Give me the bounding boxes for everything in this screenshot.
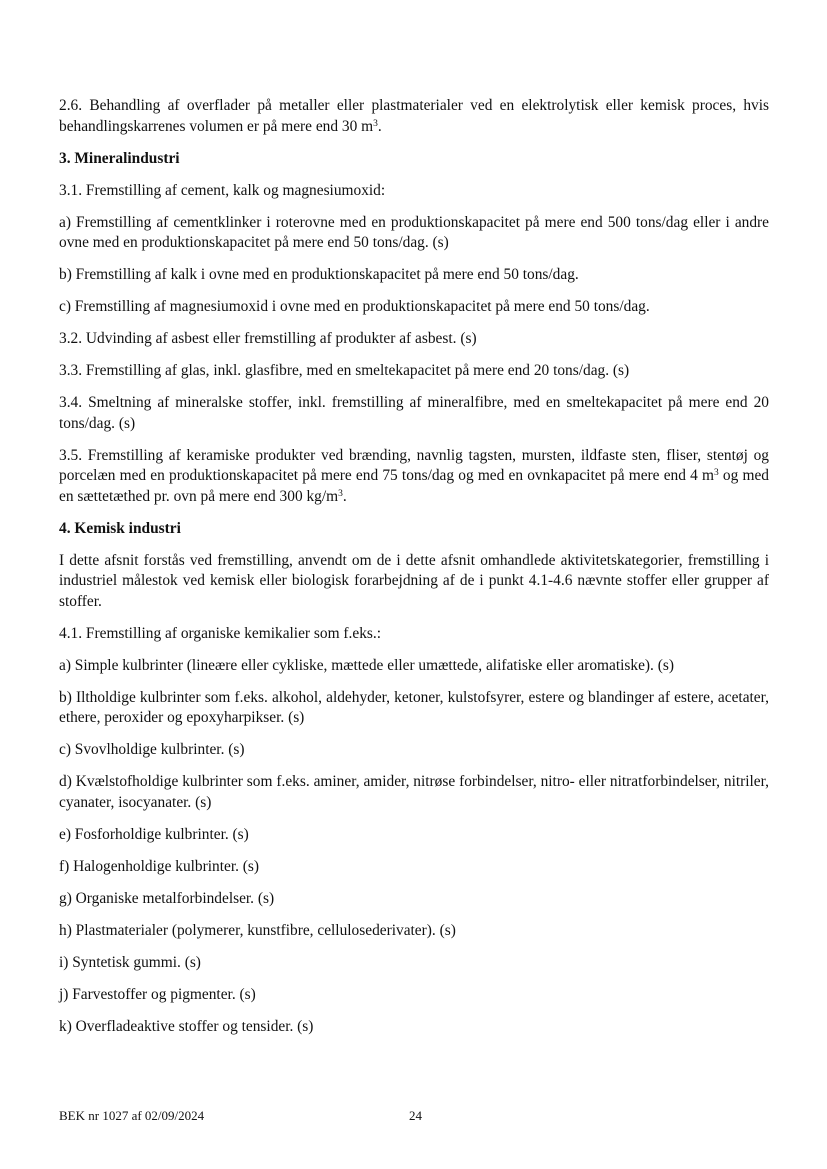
paragraph-4-1-k: k) Overfladeaktive stoffer og tensider. (s)	[59, 1017, 314, 1035]
paragraph-3-1-b: b) Fremstilling af kalk i ovne med en produktionskapacitet på mere end 50 tons/dag.	[59, 266, 579, 283]
document-body	[59, 96, 769, 1037]
paragraph-4-1-f: f) Halogenholdige kulbrinter. (s)	[59, 857, 260, 875]
paragraph-4-1-b: b) Iltholdige kulbrinter som f.eks. alkohol, aldehyder, ketoner, kulstofsyrer, estere og blandinger af estere, acetater, ethere, peroxider og epoxyharpikser. (s)	[59, 688, 769, 726]
paragraph-4-1: 4.1. Fremstilling af organiske kemikalier som f.eks.:	[59, 624, 382, 642]
paragraph-4-1-e: e) Fosforholdige kulbrinter. (s)	[59, 825, 249, 843]
section-heading-4: 4. Kemisk industri	[59, 519, 181, 537]
footer-reference: BEK nr 1027 af 02/09/2024	[59, 1108, 205, 1123]
paragraph-3-2: 3.2. Udvinding af asbest eller fremstilling af produkter af asbest. (s)	[59, 330, 477, 347]
paragraph-3-1: 3.1. Fremstilling af cement, kalk og magnesiumoxid:	[59, 181, 386, 199]
paragraph-3-1-a: a) Fremstilling af cementklinker i roterovne med en produktionskapacitet på mere end 500 tons/dag eller i andre ovne med en produktionskapacitet på mere end 50 tons/dag. (s)	[59, 213, 769, 251]
paragraph-3-3: 3.3. Fremstilling af glas, inkl. glasfibre, med en smeltekapacitet på mere end 20 tons/dag. (s)	[59, 362, 630, 379]
paragraph-4-1-j: j) Farvestoffer og pigmenter. (s)	[59, 985, 256, 1003]
paragraph-4-1-i: i) Syntetisk gummi. (s)	[59, 953, 201, 971]
paragraph-4-1-a: a) Simple kulbrinter (lineære eller cykliske, mættede eller umættede, alifatiske eller aromatiske). (s)	[59, 656, 674, 674]
paragraph-4-1-c: c) Svovlholdige kulbrinter. (s)	[59, 741, 245, 758]
paragraph-3-5: 3.5. Fremstilling af keramiske produkter ved brænding, navnlig tagsten, mursten, ildfaste sten, fliser, stentøj og porcelæn med en produktionskapacitet på mere end 75 tons/dag og med en ovnkapacitet på mere end 4 $m^3$ og med en sættetæthed pr. ovn på mere end 300 $kg/m^3$.	[59, 446, 769, 505]
paragraph-4-1-h: h) Plastmaterialer (polymerer, kunstfibre, cellulosederivater). (s)	[59, 921, 456, 939]
paragraph-4-intro: I dette afsnit forstås ved fremstilling, anvendt om de i dette afsnit omhandlede aktivitetskategorier, fremstilling i industriel målestok ved kemisk eller biologisk forarbejdning af de i punkt 4.1-4.6 nævnte stoffer eller grupper af stoffer.	[59, 551, 769, 610]
paragraph-2-6: 2.6. Behandling af overflader på metaller eller plastmaterialer ved en elektrolytisk eller kemisk proces, hvis behandlingskarrenes volumen er på mere end 30 $m^3$.	[59, 97, 769, 135]
page-number: 24	[409, 1108, 422, 1123]
section-heading-3: 3. Mineralindustri	[59, 149, 180, 167]
paragraph-4-1-g: g) Organiske metalforbindelser. (s)	[59, 889, 275, 907]
paragraph-3-4: 3.4. Smeltning af mineralske stoffer, inkl. fremstilling af mineralfibre, med en smeltekapacitet på mere end 20 tons/dag. (s)	[59, 394, 769, 432]
paragraph-3-1-c: c) Fremstilling af magnesiumoxid i ovne med en produktionskapacitet på mere end 50 tons/dag.	[59, 298, 650, 315]
paragraph-4-1-d: d) Kvælstofholdige kulbrinter som f.eks. aminer, amider, nitrøse forbindelser, nitro- eller nitratforbindelser, nitriler, cyanater, isocyanater. (s)	[59, 773, 769, 811]
